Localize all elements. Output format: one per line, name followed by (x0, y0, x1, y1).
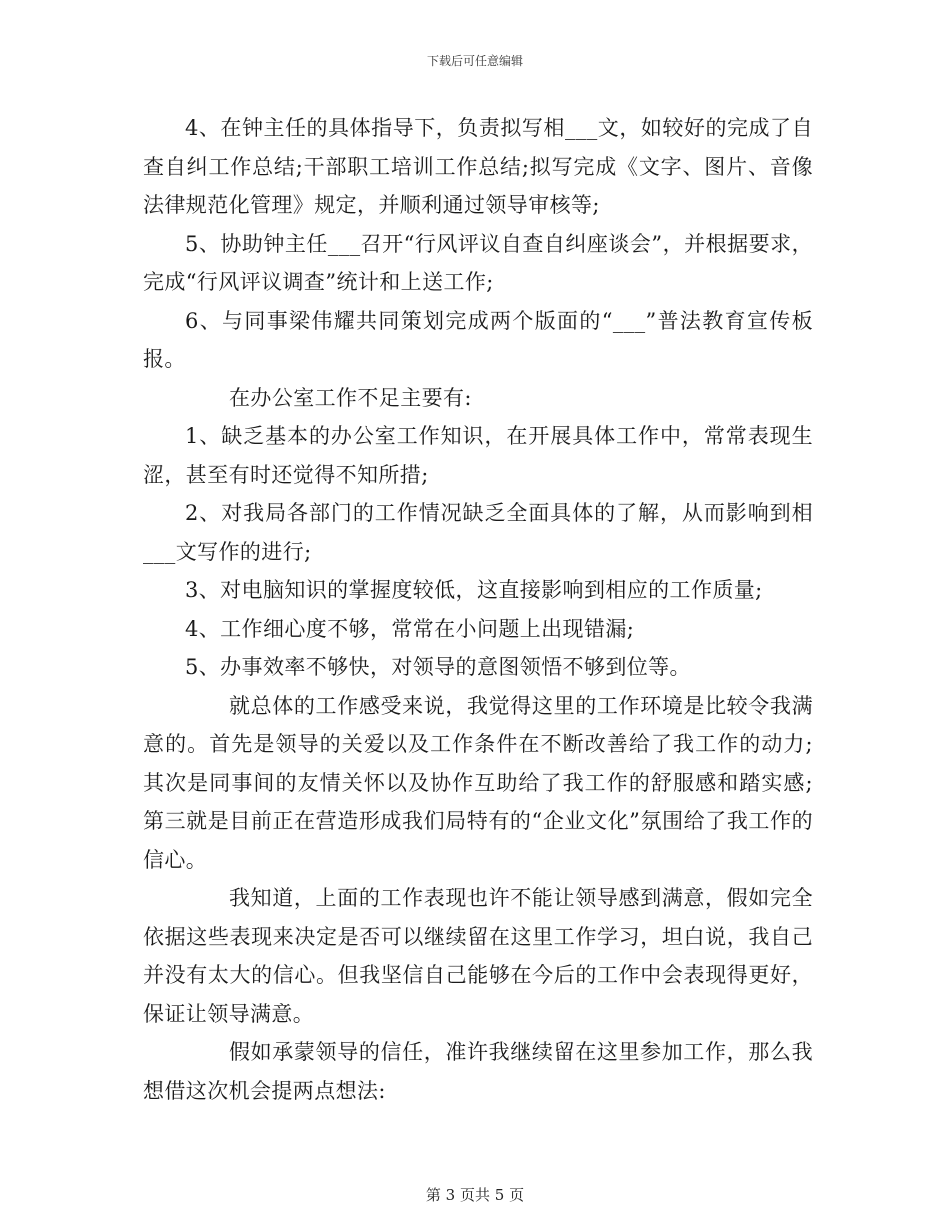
shortcoming-item-5: 5、办事效率不够快，对领导的意图领悟不够到位等。 (185, 655, 691, 679)
shortcoming-item-4: 4、工作细心度不够，常常在小问题上出现错漏; (185, 616, 635, 641)
work-item-4: 4、在钟主任的具体指导下，负责拟写相___文，如较好的完成了自查自纠工作总结;干部职工培训工作总结;拟写完成《文字、图片、音像法律规范化管理》规定，并顺利通过领导审核等; (143, 116, 813, 217)
work-item-6: 6、与同事梁伟耀共同策划完成两个版面的“___”普法教育宣传板报。 (143, 308, 813, 371)
self-assessment-paragraph: 我知道，上面的工作表现也许不能让领导感到满意，假如完全依据这些表现来决定是否可以继续留在这里工作学习，坦白说，我自己并没有太大的信心。但我坚信自己能够在今后的工作中会表现得更好，保证让领导满意。 (143, 886, 813, 1026)
shortcomings-heading: 在办公室工作不足主要有: (229, 385, 472, 410)
document-body (143, 109, 813, 1110)
shortcoming-item-3: 3、对电脑知识的掌握度较低，这直接影响到相应的工作质量; (185, 578, 763, 602)
closing-paragraph: 假如承蒙领导的信任，准许我继续留在这里参加工作，那么我想借这次机会提两点想法: (143, 1040, 813, 1103)
page-header: 下载后可任意编辑 (426, 54, 523, 68)
shortcoming-item-2: 2、对我局各部门的工作情况缺乏全面具体的了解，从而影响到相___文写作的进行; (143, 501, 813, 564)
feelings-paragraph: 就总体的工作感受来说，我觉得这里的工作环境是比较令我满意的。首先是领导的关爱以及工作条件在不断改善给了我工作的动力;其次是同事间的友情关怀以及协作互助给了我工作的舒服感和踏实感;第三就是目前正在营造形成我们局特有的“企业文化”氛围给了我工作的信心。 (143, 693, 813, 872)
shortcoming-item-1: 1、缺乏基本的办公室工作知识，在开展具体工作中，常常表现生涩，甚至有时还觉得不知所措; (143, 424, 813, 487)
work-item-5: 5、协助钟主任___召开“行风评议自查自纠座谈会”，并根据要求，完成“行风评议调查”统计和上送工作; (143, 231, 813, 294)
page-number-footer: 第 3 页共 5 页 (425, 1186, 525, 1204)
